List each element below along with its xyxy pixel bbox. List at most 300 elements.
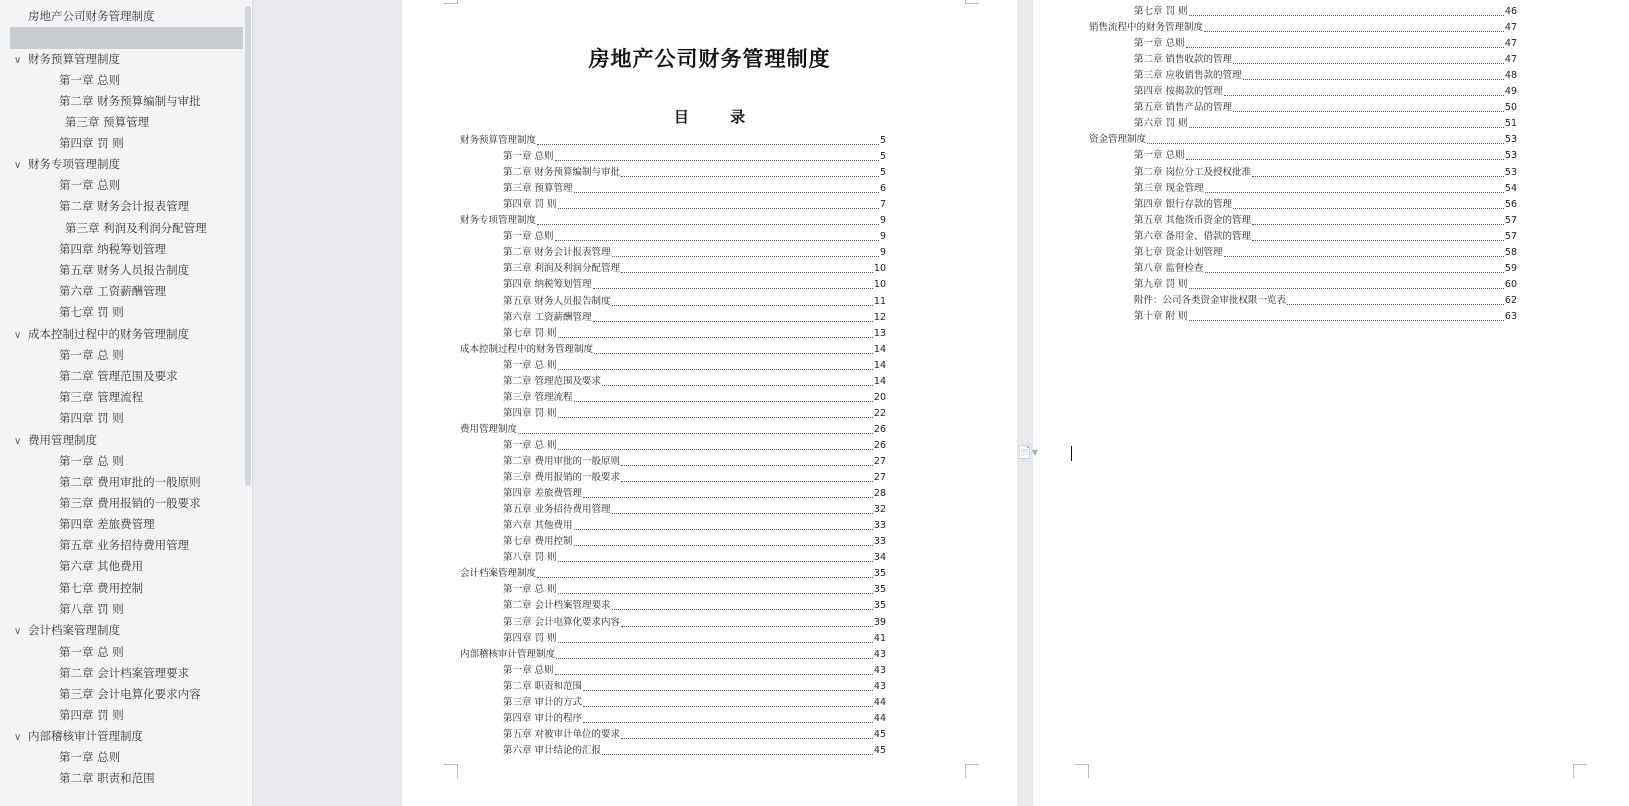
toc-leader-dots (612, 502, 873, 514)
toc-leader-dots (593, 310, 873, 322)
nav-item-label: 第一章 总 则 (59, 454, 124, 468)
toc-entry-text: 第三章 现金管理 (1134, 182, 1204, 194)
toc-page-number: 33 (873, 520, 886, 532)
toc-leader-dots (621, 615, 873, 627)
toc-leader-dots (612, 294, 873, 306)
toc-leader-dots (574, 534, 873, 546)
nav-item-label: 第五章 业务招待费用管理 (59, 538, 190, 552)
toc-page-number: 9 (879, 215, 886, 227)
toc-entry-text: 第一章 总则 (503, 231, 554, 243)
toc-entry-text: 第四章 罚 则 (503, 407, 557, 419)
nav-item-label: 第一章 总 则 (59, 645, 124, 659)
toc-leader-dots (1186, 148, 1504, 160)
toc-page-number: 53 (1504, 134, 1517, 146)
toc-page-number: 57 (1504, 230, 1517, 242)
toc-chapter-entry[interactable] (503, 374, 886, 390)
toc-entry-text: 第四章 罚 则 (503, 199, 557, 211)
toc-entry-text: 会计档案管理制度 (460, 568, 537, 580)
toc-chapter-entry[interactable] (1134, 213, 1517, 229)
document-title: 房地产公司财务管理制度 (588, 46, 831, 71)
nav-item-label: 第三章 费用报销的一般要求 (59, 496, 201, 510)
nav-chapter-item[interactable] (65, 111, 149, 133)
nav-chapter-item[interactable] (59, 577, 143, 599)
toc-entry-text: 第三章 管理流程 (503, 391, 573, 403)
nav-item-label: 第三章 利润及利润分配管理 (65, 221, 207, 235)
toc-page-number: 5 (879, 167, 886, 179)
toc-chapter-entry[interactable] (1134, 68, 1517, 84)
nav-chapter-item[interactable] (59, 259, 189, 281)
toc-leader-dots (1233, 197, 1504, 209)
toc-page-number: 57 (1504, 214, 1517, 226)
toc-entry-text: 第八章 罚 则 (503, 552, 557, 564)
document-page-1[interactable] (402, 0, 1017, 806)
toc-entry-text: 内部稽核审计管理制度 (460, 648, 556, 660)
toc-entry-text: 第五章 销售产品的管理 (1134, 102, 1233, 114)
toc-leader-dots (556, 647, 873, 659)
toc-leader-dots (558, 438, 873, 450)
toc-leader-dots (1224, 84, 1504, 96)
nav-item-label: 第二章 职责和范围 (59, 771, 155, 785)
toc-leader-dots (1287, 293, 1504, 305)
toc-section-entry[interactable] (460, 422, 886, 438)
toc-entry-text: 第一章 总则 (1134, 38, 1185, 50)
toc-page-number: 58 (1504, 246, 1517, 258)
toc-page-number: 54 (1504, 182, 1517, 194)
toc-chapter-entry[interactable] (503, 470, 886, 486)
toc-chapter-entry[interactable] (503, 695, 886, 711)
toc-chapter-entry[interactable] (503, 727, 886, 743)
toc-chapter-entry[interactable] (503, 310, 886, 326)
paste-options-icon[interactable]: 📄▾ (1017, 445, 1038, 459)
toc-chapter-entry[interactable] (503, 711, 886, 727)
toc-leader-dots (1189, 309, 1504, 321)
nav-item-label: 第一章 总则 (59, 178, 121, 192)
toc-leader-dots (558, 197, 879, 209)
nav-item-label: 第四章 罚 则 (59, 411, 124, 425)
toc-entry-text: 销售流程中的财务管理制度 (1089, 22, 1204, 34)
toc-heading: 目 录 (673, 108, 764, 126)
nav-root-item[interactable] (28, 5, 155, 27)
toc-chapter-entry[interactable] (503, 631, 886, 647)
toc-page-number: 9 (879, 247, 886, 259)
toc-leader-dots (1205, 261, 1504, 273)
toc-entry-text: 第六章 工资薪酬管理 (503, 311, 592, 323)
toc-entry-text: 第四章 银行存款的管理 (1134, 198, 1233, 210)
toc-entry-text: 第一章 总则 (503, 151, 554, 163)
toc-page-number: 10 (873, 279, 886, 291)
toc-chapter-entry[interactable] (503, 663, 886, 679)
nav-chapter-item[interactable] (65, 217, 207, 239)
nav-chapter-item[interactable] (59, 280, 166, 302)
navigation-pane (0, 0, 253, 806)
toc-entry-text: 第三章 预算管理 (503, 183, 573, 195)
nav-item-label: 第三章 会计电算化要求内容 (59, 687, 201, 701)
toc-leader-dots (537, 566, 873, 578)
nav-item-label: 第一章 总 则 (59, 348, 124, 362)
nav-chapter-item[interactable] (59, 365, 178, 387)
toc-chapter-entry[interactable] (503, 358, 886, 374)
nav-item-label: 第二章 财务预算编制与审批 (59, 94, 201, 108)
nav-chapter-item[interactable] (59, 344, 124, 366)
toc-chapter-entry[interactable] (503, 245, 886, 261)
toc-leader-dots (1224, 245, 1504, 257)
toc-chapter-entry[interactable] (503, 679, 886, 695)
toc-entry-text: 财务预算管理制度 (460, 135, 537, 146)
toc-section-entry[interactable] (460, 342, 886, 358)
toc-section-entry[interactable] (460, 566, 886, 582)
toc-entry-text: 第三章 费用报销的一般要求 (503, 472, 621, 484)
toc-entry-text: 第二章 岗位分工及授权批准 (1134, 166, 1252, 178)
toc-page-number: 47 (1504, 22, 1517, 34)
toc-page-number: 28 (873, 488, 886, 500)
nav-chapter-item[interactable] (59, 746, 120, 768)
nav-item-label: 第四章 差旅费管理 (59, 517, 155, 531)
toc-page-number: 53 (1504, 166, 1517, 178)
toc-leader-dots (593, 277, 873, 289)
toc-page-number: 44 (873, 696, 886, 708)
page-corner-mark (1075, 764, 1089, 778)
nav-item-label: 第三章 管理流程 (59, 390, 144, 404)
toc-page-number: 12 (873, 311, 886, 323)
toc-entry-text: 第七章 费用控制 (503, 536, 573, 548)
toc-chapter-entry[interactable] (503, 550, 886, 566)
chevron-down-icon[interactable]: ∨ (14, 626, 22, 637)
toc-chapter-entry[interactable] (503, 406, 886, 422)
toc-page-number: 45 (873, 728, 886, 740)
toc-entry-text: 成本控制过程中的财务管理制度 (460, 343, 594, 355)
toc-chapter-entry[interactable] (503, 229, 886, 245)
toc-page-number: 35 (873, 600, 886, 612)
toc-chapter-entry[interactable] (1134, 100, 1517, 116)
nav-chapter-item[interactable] (59, 471, 201, 493)
toc-entry-text: 第五章 业务招待费用管理 (503, 504, 611, 516)
nav-chapter-item[interactable] (59, 598, 124, 620)
toc-chapter-entry[interactable] (1134, 229, 1517, 245)
toc-entry-text: 第六章 审计结论的汇报 (503, 744, 602, 756)
toc-leader-dots (555, 663, 873, 675)
toc-page-number: 41 (873, 632, 886, 644)
toc-section-entry[interactable] (1089, 20, 1517, 36)
toc-chapter-entry[interactable] (503, 743, 886, 759)
toc-chapter-entry[interactable] (503, 165, 886, 181)
toc-chapter-entry[interactable] (503, 454, 886, 470)
text-cursor (1071, 446, 1072, 461)
toc-entry-text: 第六章 罚 则 (1134, 118, 1188, 130)
toc-page-number: 14 (873, 359, 886, 371)
nav-chapter-item[interactable] (59, 641, 124, 663)
toc-leader-dots (537, 213, 879, 225)
toc-page-number: 50 (1504, 102, 1517, 114)
toc-section-entry[interactable] (460, 647, 886, 663)
toc-leader-dots (1252, 213, 1504, 225)
toc-entry-text: 第二章 管理范围及要求 (503, 375, 602, 387)
toc-page-number: 49 (1504, 86, 1517, 98)
toc-leader-dots (558, 326, 873, 338)
nav-item-label: 第二章 财务会计报表管理 (59, 199, 190, 213)
nav-section-item[interactable] (14, 619, 120, 641)
toc-leader-dots (621, 454, 873, 466)
toc-entry-text: 第六章 备用金、借款的管理 (1134, 230, 1252, 242)
toc-chapter-entry[interactable] (503, 534, 886, 550)
toc-entry-text: 第二章 销售收款的管理 (1134, 54, 1233, 66)
toc-chapter-entry[interactable] (503, 390, 886, 406)
toc-chapter-entry[interactable] (503, 277, 886, 293)
nav-item-label: 第四章 罚 则 (59, 708, 124, 722)
toc-leader-dots (1233, 52, 1504, 64)
toc-leader-dots (537, 133, 879, 145)
toc-entry-text: 第一章 总则 (503, 664, 554, 676)
page-corner-mark (965, 0, 979, 4)
toc-entry-text: 第九章 罚 则 (1134, 278, 1188, 290)
toc-chapter-entry[interactable] (1134, 261, 1517, 277)
toc-leader-dots (612, 598, 873, 610)
toc-leader-dots (1205, 181, 1504, 193)
chevron-down-icon[interactable]: ∨ (14, 160, 22, 171)
document-canvas[interactable] (254, 0, 1629, 806)
toc-page-number: 44 (873, 712, 886, 724)
nav-scrollbar[interactable] (245, 6, 251, 486)
toc-entry-text: 第六章 其他费用 (503, 520, 573, 532)
toc-chapter-entry[interactable] (503, 181, 886, 197)
nav-chapter-item[interactable] (59, 492, 201, 514)
toc-leader-dots (602, 374, 873, 386)
toc-chapter-entry[interactable] (1134, 52, 1517, 68)
toc-chapter-entry[interactable] (503, 518, 886, 534)
nav-item-label: 第一章 总则 (59, 73, 121, 87)
nav-chapter-item[interactable] (59, 301, 124, 323)
toc-leader-dots (558, 582, 873, 594)
nav-chapter-item[interactable] (59, 662, 189, 684)
toc-leader-dots (594, 342, 873, 354)
toc-leader-dots (555, 149, 879, 161)
toc-chapter-entry[interactable] (503, 486, 886, 502)
toc-entry-text: 第四章 纳税筹划管理 (503, 279, 592, 291)
nav-section-item[interactable] (14, 153, 120, 175)
nav-item-label: 第八章 罚 则 (59, 602, 124, 616)
nav-chapter-item[interactable] (59, 90, 201, 112)
nav-item-label: 财务预算管理制度 (28, 52, 120, 66)
toc-chapter-entry[interactable] (503, 326, 886, 342)
nav-chapter-item[interactable] (59, 132, 124, 154)
toc-page-number: 7 (879, 199, 886, 211)
toc-page-number: 13 (873, 327, 886, 339)
toc-entry-text: 第三章 会计电算化要求内容 (503, 616, 621, 628)
page-corner-mark (1573, 764, 1587, 778)
nav-chapter-item[interactable] (59, 534, 189, 556)
toc-page-number: 43 (873, 648, 886, 660)
toc-chapter-entry[interactable] (1134, 181, 1517, 197)
nav-item-label: 第七章 罚 则 (59, 305, 124, 319)
nav-item-label: 第二章 会计档案管理要求 (59, 666, 190, 680)
toc-page-number: 59 (1504, 262, 1517, 274)
toc-page-number: 9 (879, 231, 886, 243)
toc-leader-dots (621, 261, 873, 273)
toc-chapter-entry[interactable] (1134, 4, 1517, 20)
toc-chapter-entry[interactable] (503, 261, 886, 277)
toc-page-number: 53 (1504, 150, 1517, 162)
toc-section-entry[interactable] (460, 213, 886, 229)
toc-entry-text: 第三章 审计的方式 (503, 696, 583, 708)
toc-leader-dots (558, 631, 873, 643)
nav-item-label: 成本控制过程中的财务管理制度 (28, 327, 189, 341)
toc-entry-text: 第一章 总 则 (503, 359, 557, 371)
toc-chapter-entry[interactable] (1134, 116, 1517, 132)
nav-chapter-item[interactable] (59, 513, 155, 535)
toc-chapter-entry[interactable] (1134, 245, 1517, 261)
toc-entry-text: 第一章 总 则 (503, 439, 557, 451)
toc-page-number: 14 (873, 375, 886, 387)
toc-entry-text: 第十章 附 则 (1134, 310, 1188, 322)
toc-leader-dots (574, 390, 873, 402)
toc-page-number: 47 (1504, 38, 1517, 50)
toc-entry-text: 第四章 差旅费管理 (503, 488, 583, 500)
toc-leader-dots (621, 727, 873, 739)
page-corner-mark (965, 764, 979, 778)
toc-chapter-entry[interactable] (1134, 84, 1517, 100)
toc-page-number: 5 (879, 151, 886, 163)
toc-leader-dots (574, 181, 879, 193)
toc-leader-dots (602, 743, 873, 755)
toc-chapter-entry[interactable] (503, 598, 886, 614)
toc-entry-text: 第四章 按揭款的管理 (1134, 86, 1223, 98)
nav-section-item[interactable] (14, 429, 97, 451)
nav-item-label: 第二章 费用审批的一般原则 (59, 475, 201, 489)
toc-page-number: 34 (873, 552, 886, 564)
chevron-down-icon[interactable]: ∨ (14, 732, 22, 743)
toc-entry-text: 财务专项管理制度 (460, 215, 537, 227)
toc-entry-text: 第七章 罚 则 (1134, 6, 1188, 17)
toc-leader-dots (621, 470, 873, 482)
toc-chapter-entry[interactable] (1134, 293, 1517, 309)
document-page-2[interactable] (1033, 0, 1629, 806)
toc-leader-dots (1252, 229, 1504, 241)
toc-chapter-entry[interactable] (1134, 165, 1517, 181)
nav-chapter-item[interactable] (59, 69, 120, 91)
toc-entry-text: 第三章 利润及利润分配管理 (503, 263, 621, 275)
toc-chapter-entry[interactable] (503, 197, 886, 213)
toc-page-number: 60 (1504, 278, 1517, 290)
toc-leader-dots (621, 165, 879, 177)
nav-chapter-item[interactable] (59, 386, 143, 408)
toc-leader-dots (1233, 100, 1504, 112)
toc-leader-dots (583, 695, 873, 707)
chevron-down-icon[interactable]: ∨ (14, 330, 22, 341)
toc-chapter-entry[interactable] (503, 582, 886, 598)
nav-item-label: 内部稽核审计管理制度 (28, 729, 143, 743)
toc-chapter-entry[interactable] (503, 294, 886, 310)
toc-page-number: 14 (873, 343, 886, 355)
nav-selected-highlight (10, 27, 243, 49)
toc-entry-text: 第五章 对被审计单位的要求 (503, 728, 621, 740)
toc-chapter-entry[interactable] (503, 502, 886, 518)
nav-chapter-item[interactable] (59, 195, 189, 217)
toc-page-number: 27 (873, 456, 886, 467)
toc-page-number: 39 (873, 616, 886, 628)
toc-leader-dots (1147, 132, 1504, 144)
toc-page-number: 62 (1504, 294, 1517, 306)
toc-page-number: 46 (1504, 6, 1517, 17)
toc-page-number: 63 (1504, 310, 1517, 322)
toc-entry-text: 第二章 会计档案管理要求 (503, 600, 611, 612)
nav-section-item[interactable] (14, 725, 143, 747)
toc-page-number: 45 (873, 744, 886, 756)
toc-chapter-entry[interactable] (1134, 309, 1517, 325)
toc-chapter-entry[interactable] (1134, 277, 1517, 293)
nav-item-label: 第四章 纳税筹划管理 (59, 242, 167, 256)
nav-chapter-item[interactable] (59, 683, 201, 705)
toc-page-number: 47 (1504, 54, 1517, 66)
chevron-down-icon[interactable]: ∨ (14, 55, 22, 66)
toc-entry-text: 第一章 总则 (1134, 150, 1185, 162)
toc-chapter-entry[interactable] (503, 149, 886, 165)
toc-chapter-entry[interactable] (1134, 36, 1517, 52)
page-corner-mark (444, 0, 458, 4)
nav-chapter-item[interactable] (59, 704, 124, 726)
chevron-down-icon[interactable]: ∨ (14, 436, 22, 447)
toc-leader-dots (1186, 36, 1504, 48)
toc-leader-dots (1189, 277, 1504, 289)
toc-entry-text: 第三章 应收销售款的管理 (1134, 70, 1242, 82)
toc-leader-dots (583, 679, 873, 691)
toc-entry-text: 附件：公司各类资金审批权限一览表 (1134, 294, 1287, 306)
toc-leader-dots (558, 550, 873, 562)
toc-entry-text: 第七章 罚 则 (503, 327, 557, 339)
toc-entry-text: 资金管理制度 (1089, 134, 1147, 146)
toc-entry-text: 第五章 其他货币资金的管理 (1134, 214, 1252, 226)
toc-entry-text: 第四章 审计的程序 (503, 712, 583, 724)
toc-page-number: 22 (873, 407, 886, 419)
toc-leader-dots (1243, 68, 1504, 80)
toc-page-number: 11 (873, 295, 886, 307)
nav-chapter-item[interactable] (59, 407, 124, 429)
toc-page-number: 27 (873, 472, 886, 484)
toc-page-number: 51 (1504, 118, 1517, 130)
toc-entry-text: 第四章 罚 则 (503, 632, 557, 644)
toc-chapter-entry[interactable] (503, 438, 886, 454)
nav-item-label: 会计档案管理制度 (28, 623, 120, 637)
nav-item-label: 第四章 罚 则 (59, 136, 124, 150)
toc-page-number: 43 (873, 680, 886, 692)
toc-leader-dots (1204, 20, 1504, 32)
toc-section-entry[interactable] (460, 133, 886, 149)
nav-chapter-item[interactable] (59, 450, 124, 472)
toc-entry-text: 第二章 财务预算编制与审批 (503, 167, 621, 179)
toc-chapter-entry[interactable] (1134, 148, 1517, 164)
nav-item-label: 第二章 管理范围及要求 (59, 369, 178, 383)
toc-page-number: 10 (873, 263, 886, 275)
toc-page-number: 26 (873, 423, 886, 435)
nav-item-label: 第五章 财务人员报告制度 (59, 263, 190, 277)
nav-section-item[interactable] (14, 323, 189, 345)
toc-leader-dots (574, 518, 873, 530)
toc-chapter-entry[interactable] (503, 615, 886, 631)
nav-section-item[interactable] (14, 48, 120, 70)
toc-leader-dots (583, 711, 873, 723)
nav-chapter-item[interactable] (59, 174, 120, 196)
toc-chapter-entry[interactable] (1134, 197, 1517, 213)
toc-leader-dots (583, 486, 873, 498)
nav-chapter-item[interactable] (59, 238, 166, 260)
toc-entry-text: 第八章 监督检查 (1134, 262, 1204, 274)
toc-entry-text: 第七章 资金计划管理 (1134, 246, 1223, 258)
toc-page-number: 43 (873, 664, 886, 676)
toc-section-entry[interactable] (1089, 132, 1517, 148)
nav-chapter-item[interactable] (59, 767, 155, 789)
toc-entry-text: 第二章 财务会计报表管理 (503, 247, 611, 259)
page-corner-mark (444, 764, 458, 778)
toc-leader-dots (518, 422, 873, 434)
nav-chapter-item[interactable] (59, 555, 143, 577)
